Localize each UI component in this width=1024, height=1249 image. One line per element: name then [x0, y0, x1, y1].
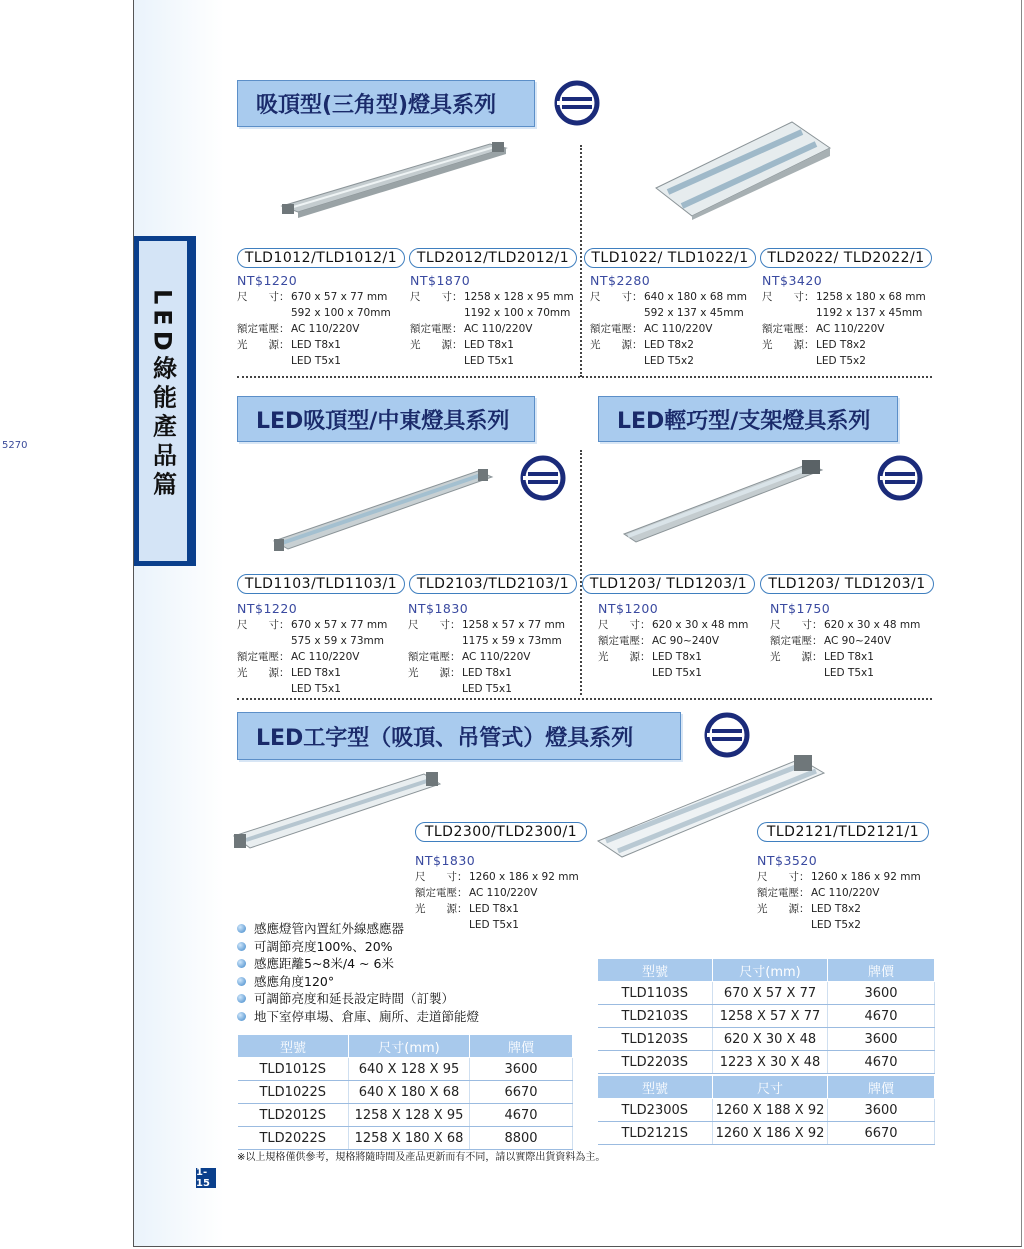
- bullet-icon: [237, 924, 246, 933]
- feature-item: 感應燈管內置紅外線感應器: [237, 920, 537, 938]
- divider-vertical-2: [580, 450, 582, 695]
- price: NT$1870: [410, 273, 471, 288]
- section-title-ceiling: LED吸頂型/中東燈具系列: [237, 396, 535, 442]
- lamp-image-h-single: [232, 770, 442, 855]
- spec-block: NT$3520 尺 寸： 1260 x 186 x 92 mm 額定電壓： AC 110/220V 光 源： LED T8x2 LED T5x2: [757, 853, 947, 933]
- lamp-image-h-double: [594, 755, 826, 865]
- model-pill: TLD1203/ TLD1203/1: [760, 574, 934, 594]
- price: NT$1750: [770, 601, 831, 616]
- certification-mark-icon: [704, 712, 750, 758]
- price-table-right-2: 型號 尺寸 牌價 TLD2300S 1260 X 188 X 92 3600 TLD2121S 1260 X 186 X 92 6670: [597, 1075, 935, 1145]
- spec-block: NT$1870 尺 寸： 1258 x 128 x 95 mm 1192 x 100 x 70mm 額定電壓： AC 110/220V 光 源： LED T8x1 LED T5x1: [410, 273, 582, 369]
- table-row: TLD2103S 1258 X 57 X 77 4670: [598, 1005, 935, 1028]
- divider-horizontal-2: [237, 698, 932, 700]
- table-row: TLD1022S 640 X 180 X 68 6670: [238, 1081, 573, 1104]
- page-number: 1-15: [196, 1168, 216, 1188]
- model-pill: TLD2103/TLD2103/1: [409, 574, 577, 594]
- bullet-icon: [237, 1012, 246, 1021]
- feature-item: 可調節亮度和延長設定時間（訂製）: [237, 990, 537, 1008]
- model-pill: TLD2022/ TLD2022/1: [760, 248, 932, 268]
- certification-mark-icon: [877, 455, 923, 501]
- feature-item: 感應角度120°: [237, 973, 537, 991]
- model-pill: TLD1103/TLD1103/1: [237, 574, 405, 594]
- feature-item: 感應距離5~8米/4 ~ 6米: [237, 955, 537, 973]
- spec-block: NT$1830 尺 寸： 1260 x 186 x 92 mm 額定電壓： AC 110/220V 光 源： LED T8x1 LED T5x1: [415, 853, 605, 933]
- feature-item: 可調節亮度100%、20%: [237, 938, 537, 956]
- side-number: 5270: [2, 440, 28, 451]
- lamp-image-ceiling: [272, 465, 494, 555]
- table-row: TLD1012S 640 X 128 X 95 3600: [238, 1058, 573, 1081]
- spec-block: NT$3420 尺 寸： 1258 x 180 x 68 mm 1192 x 137 x 45mm 額定電壓： AC 110/220V 光 源： LED T8x2 LED T5x2: [762, 273, 937, 369]
- bullet-icon: [237, 959, 246, 968]
- bullet-icon: [237, 942, 246, 951]
- side-tab-label: LED綠能產品篇: [148, 289, 177, 501]
- spec-block: NT$1220 尺 寸： 670 x 57 x 77 mm 592 x 100 x 70mm 額定電壓： AC 110/220V 光 源： LED T8x1 LED T5x1: [237, 273, 407, 369]
- table-row: TLD2012S 1258 X 128 X 95 4670: [238, 1104, 573, 1127]
- spec-block: NT$1220 尺 寸： 670 x 57 x 77 mm 575 x 59 x 73mm 額定電壓： AC 110/220V 光 源： LED T8x1 LED T5x1: [237, 601, 407, 697]
- feature-item: 地下室停車場、倉庫、廁所、走道節能燈: [237, 1008, 537, 1026]
- model-pill: TLD1012/TLD1012/1: [237, 248, 405, 268]
- model-pill: TLD2012/TLD2012/1: [409, 248, 577, 268]
- certification-mark-icon: [520, 455, 566, 501]
- price: NT$1220: [237, 601, 298, 616]
- table-row: TLD2203S 1223 X 30 X 48 4670: [598, 1051, 935, 1074]
- side-tab-inner: [139, 241, 187, 561]
- table-row: TLD2022S 1258 X 180 X 68 8800: [238, 1127, 573, 1150]
- table-row: TLD1103S 670 X 57 X 77 3600: [598, 982, 935, 1005]
- bullet-icon: [237, 977, 246, 986]
- lamp-image-double-triangle: [652, 120, 832, 220]
- price: NT$1200: [598, 601, 659, 616]
- divider-horizontal-1: [237, 376, 932, 378]
- price: NT$1220: [237, 273, 298, 288]
- lamp-image-single-triangle: [280, 140, 510, 220]
- price-table-right-1: 型號 尺寸(mm) 牌價 TLD1103S 670 X 57 X 77 3600 TLD2103S 1258 X 57 X 77 4670 TLD1203S 620 X 30 X 48 3600 TLD2203S 1223 X 30 X 48 4670: [597, 958, 935, 1074]
- table-row: TLD2300S 1260 X 188 X 92 3600: [598, 1099, 935, 1122]
- price-table-left: 型號 尺寸(mm) 牌價 TLD1012S 640 X 128 X 95 3600 TLD1022S 640 X 180 X 68 6670 TLD2012S 1258 X 128 X 95 4670 TLD2022S 1258 X 180 X 68 8800: [237, 1034, 573, 1150]
- price: NT$3520: [757, 853, 818, 868]
- spec-block: NT$1750 尺 寸： 620 x 30 x 48 mm 額定電壓： AC 90~240V 光 源： LED T8x1 LED T5x1: [770, 601, 940, 681]
- feature-list: [237, 920, 537, 1025]
- model-pill: TLD2300/TLD2300/1: [415, 822, 587, 842]
- price: NT$1830: [415, 853, 476, 868]
- footnote: ※以上規格僅供參考，規格將隨時間及產品更新而有不同，請以實際出貨資料為主。: [237, 1152, 606, 1163]
- certification-mark-icon: [554, 80, 600, 126]
- section-title-h-type: LED工字型（吸頂、吊管式）燈具系列: [237, 712, 681, 760]
- price: NT$3420: [762, 273, 823, 288]
- table-row: TLD2121S 1260 X 186 X 92 6670: [598, 1122, 935, 1145]
- spec-block: NT$1830 尺 寸： 1258 x 57 x 77 mm 1175 x 59 x 73mm 額定電壓： AC 110/220V 光 源： LED T8x1 LED T5x1: [408, 601, 580, 697]
- bullet-icon: [237, 994, 246, 1003]
- price: NT$2280: [590, 273, 651, 288]
- spec-block: NT$1200 尺 寸： 620 x 30 x 48 mm 額定電壓： AC 90~240V 光 源： LED T8x1 LED T5x1: [598, 601, 768, 681]
- lamp-image-bracket: [622, 460, 824, 545]
- model-pill: TLD2121/TLD2121/1: [757, 822, 929, 842]
- model-pill: TLD1203/ TLD1203/1: [582, 574, 755, 594]
- section-title-triangle: 吸頂型(三角型)燈具系列: [237, 80, 535, 127]
- section-title-bracket: LED輕巧型/支架燈具系列: [598, 396, 898, 442]
- table-row: TLD1203S 620 X 30 X 48 3600: [598, 1028, 935, 1051]
- price: NT$1830: [408, 601, 469, 616]
- model-pill: TLD1022/ TLD1022/1: [584, 248, 756, 268]
- spec-block: NT$2280 尺 寸： 640 x 180 x 68 mm 592 x 137 x 45mm 額定電壓： AC 110/220V 光 源： LED T8x2 LED T5x2: [590, 273, 762, 369]
